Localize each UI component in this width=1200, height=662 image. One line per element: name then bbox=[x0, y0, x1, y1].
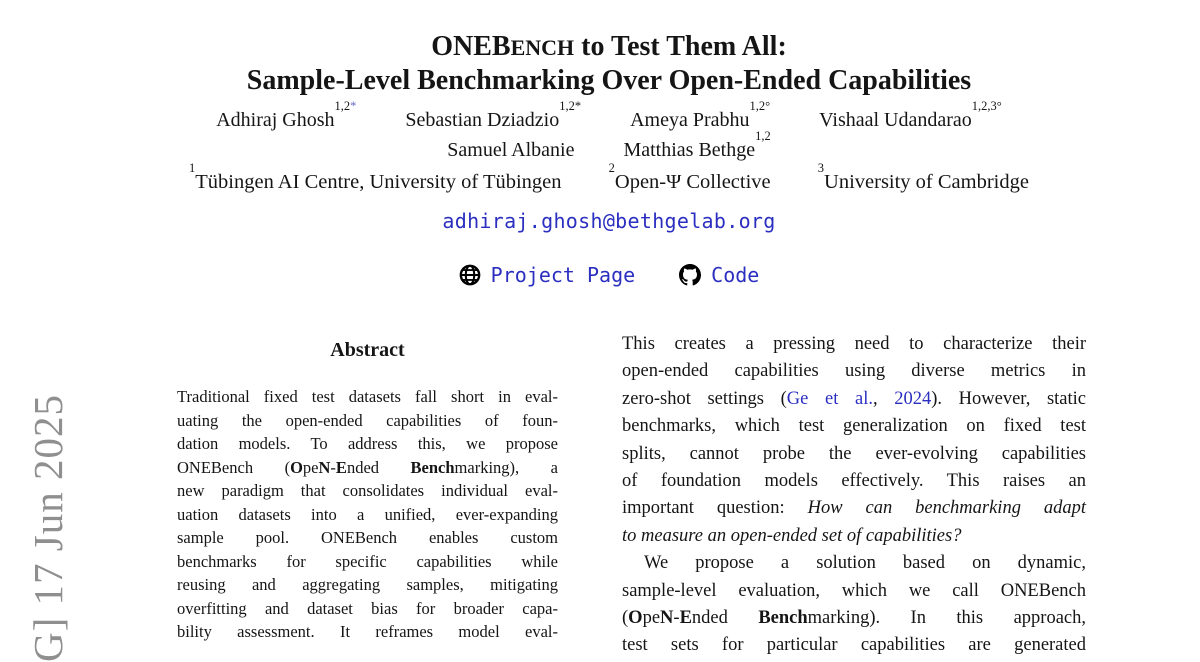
abstract-heading: Abstract bbox=[330, 339, 405, 361]
text-line: zero-shot settings (Ge et al., 2024). However, static bbox=[622, 388, 1087, 409]
external-links bbox=[18, 263, 1200, 287]
text-line: to measure an open-ended set of capabilities? bbox=[622, 525, 962, 546]
globe-icon bbox=[459, 264, 481, 286]
affiliation-list bbox=[18, 161, 1200, 195]
paper-title bbox=[18, 0, 1200, 97]
project-page-label: Project Page bbox=[490, 263, 636, 287]
affiliation: $^2$Open-Ψ Collective bbox=[608, 161, 771, 193]
footnote-star: * bbox=[350, 99, 357, 114]
affiliation: $^1$Tübingen AI Centre, University of Tübingen bbox=[189, 161, 562, 193]
intro-text-column bbox=[622, 331, 1086, 660]
project-page-link[interactable] bbox=[459, 263, 636, 287]
text-line: splits, cannot probe the ever-evolving capabilities bbox=[622, 443, 1086, 464]
github-icon bbox=[679, 264, 701, 286]
code-repo-link[interactable] bbox=[679, 263, 759, 287]
citation-link[interactable]: 2024 bbox=[894, 388, 932, 409]
text-line: sample pool. ONEBench enables custom bbox=[177, 528, 558, 547]
text-line: uating the open-ended capabilities of foun- bbox=[177, 410, 558, 430]
text-line: Traditional fixed test datasets fall short in eval- bbox=[177, 387, 558, 406]
text-line: We propose a solution based on dynamic, bbox=[644, 553, 1086, 574]
paper-header bbox=[18, 0, 1200, 287]
text-line: benchmarks, which test generalization on fixed test bbox=[622, 416, 1086, 437]
text-line: dation models. To address this, we propose bbox=[177, 434, 558, 453]
title-line1: ONEBENCH to Test Them All: bbox=[431, 31, 787, 62]
text-line: This creates a pressing need to characterize their bbox=[622, 334, 1086, 354]
citation-link[interactable]: Ge et al. bbox=[786, 388, 873, 409]
author-list-row1 bbox=[18, 99, 1200, 133]
text-line: reusing and aggregating samples, mitigating bbox=[177, 575, 558, 594]
author: Ameya Prabhu$^{1,2^\circ}$ bbox=[630, 99, 771, 131]
author: Adhiraj Ghosh$^{1,2*}$ bbox=[216, 99, 357, 131]
author: Matthias Bethge$^{1,2}$ bbox=[623, 129, 771, 161]
text-line: bility assessment. It reframes model eval- bbox=[177, 622, 558, 641]
text-line: new paradigm that consolidates individual eval- bbox=[177, 481, 558, 500]
author: Samuel Albanie bbox=[447, 139, 575, 161]
affiliation: $^3$University of Cambridge bbox=[817, 161, 1029, 193]
text-line: open-ended capabilities using diverse metrics in bbox=[622, 361, 1086, 382]
arxiv-watermark: G] 17 Jun 2025 bbox=[25, 394, 71, 662]
text-line: test sets for particular capabilities are generated bbox=[622, 635, 1086, 656]
text-line: benchmarks for specific capabilities while bbox=[177, 551, 558, 571]
author: Vishaal Udandarao$^{1,2,3^\circ}$ bbox=[819, 99, 1002, 131]
text-line: uation datasets into a unified, ever-expanding bbox=[177, 504, 558, 524]
contact-email-link[interactable]: adhiraj.ghosh@bethgelab.org bbox=[442, 209, 776, 233]
title-line2: Sample-Level Benchmarking Over Open-Ended Capabilities bbox=[246, 65, 972, 96]
text-line: sample-level evaluation, which we call ONEBench bbox=[622, 580, 1086, 601]
text-line: (OpeN-Ended Benchmarking). In this approach, bbox=[622, 608, 1086, 629]
text-line: important question: How can benchmarking adapt bbox=[622, 498, 1086, 519]
text-line: overfitting and dataset bias for broader capa- bbox=[177, 598, 558, 618]
author-list-row2 bbox=[18, 129, 1200, 163]
text-line: ONEBench (OpeN-Ended Benchmarking), a bbox=[177, 457, 558, 477]
abstract-text bbox=[177, 385, 558, 644]
text-line: of foundation models effectively. This raises an bbox=[622, 471, 1086, 492]
code-label: Code bbox=[711, 263, 760, 287]
abstract-section bbox=[177, 338, 558, 644]
author: Sebastian Dziadzio$^{1,2*}$ bbox=[405, 99, 582, 131]
